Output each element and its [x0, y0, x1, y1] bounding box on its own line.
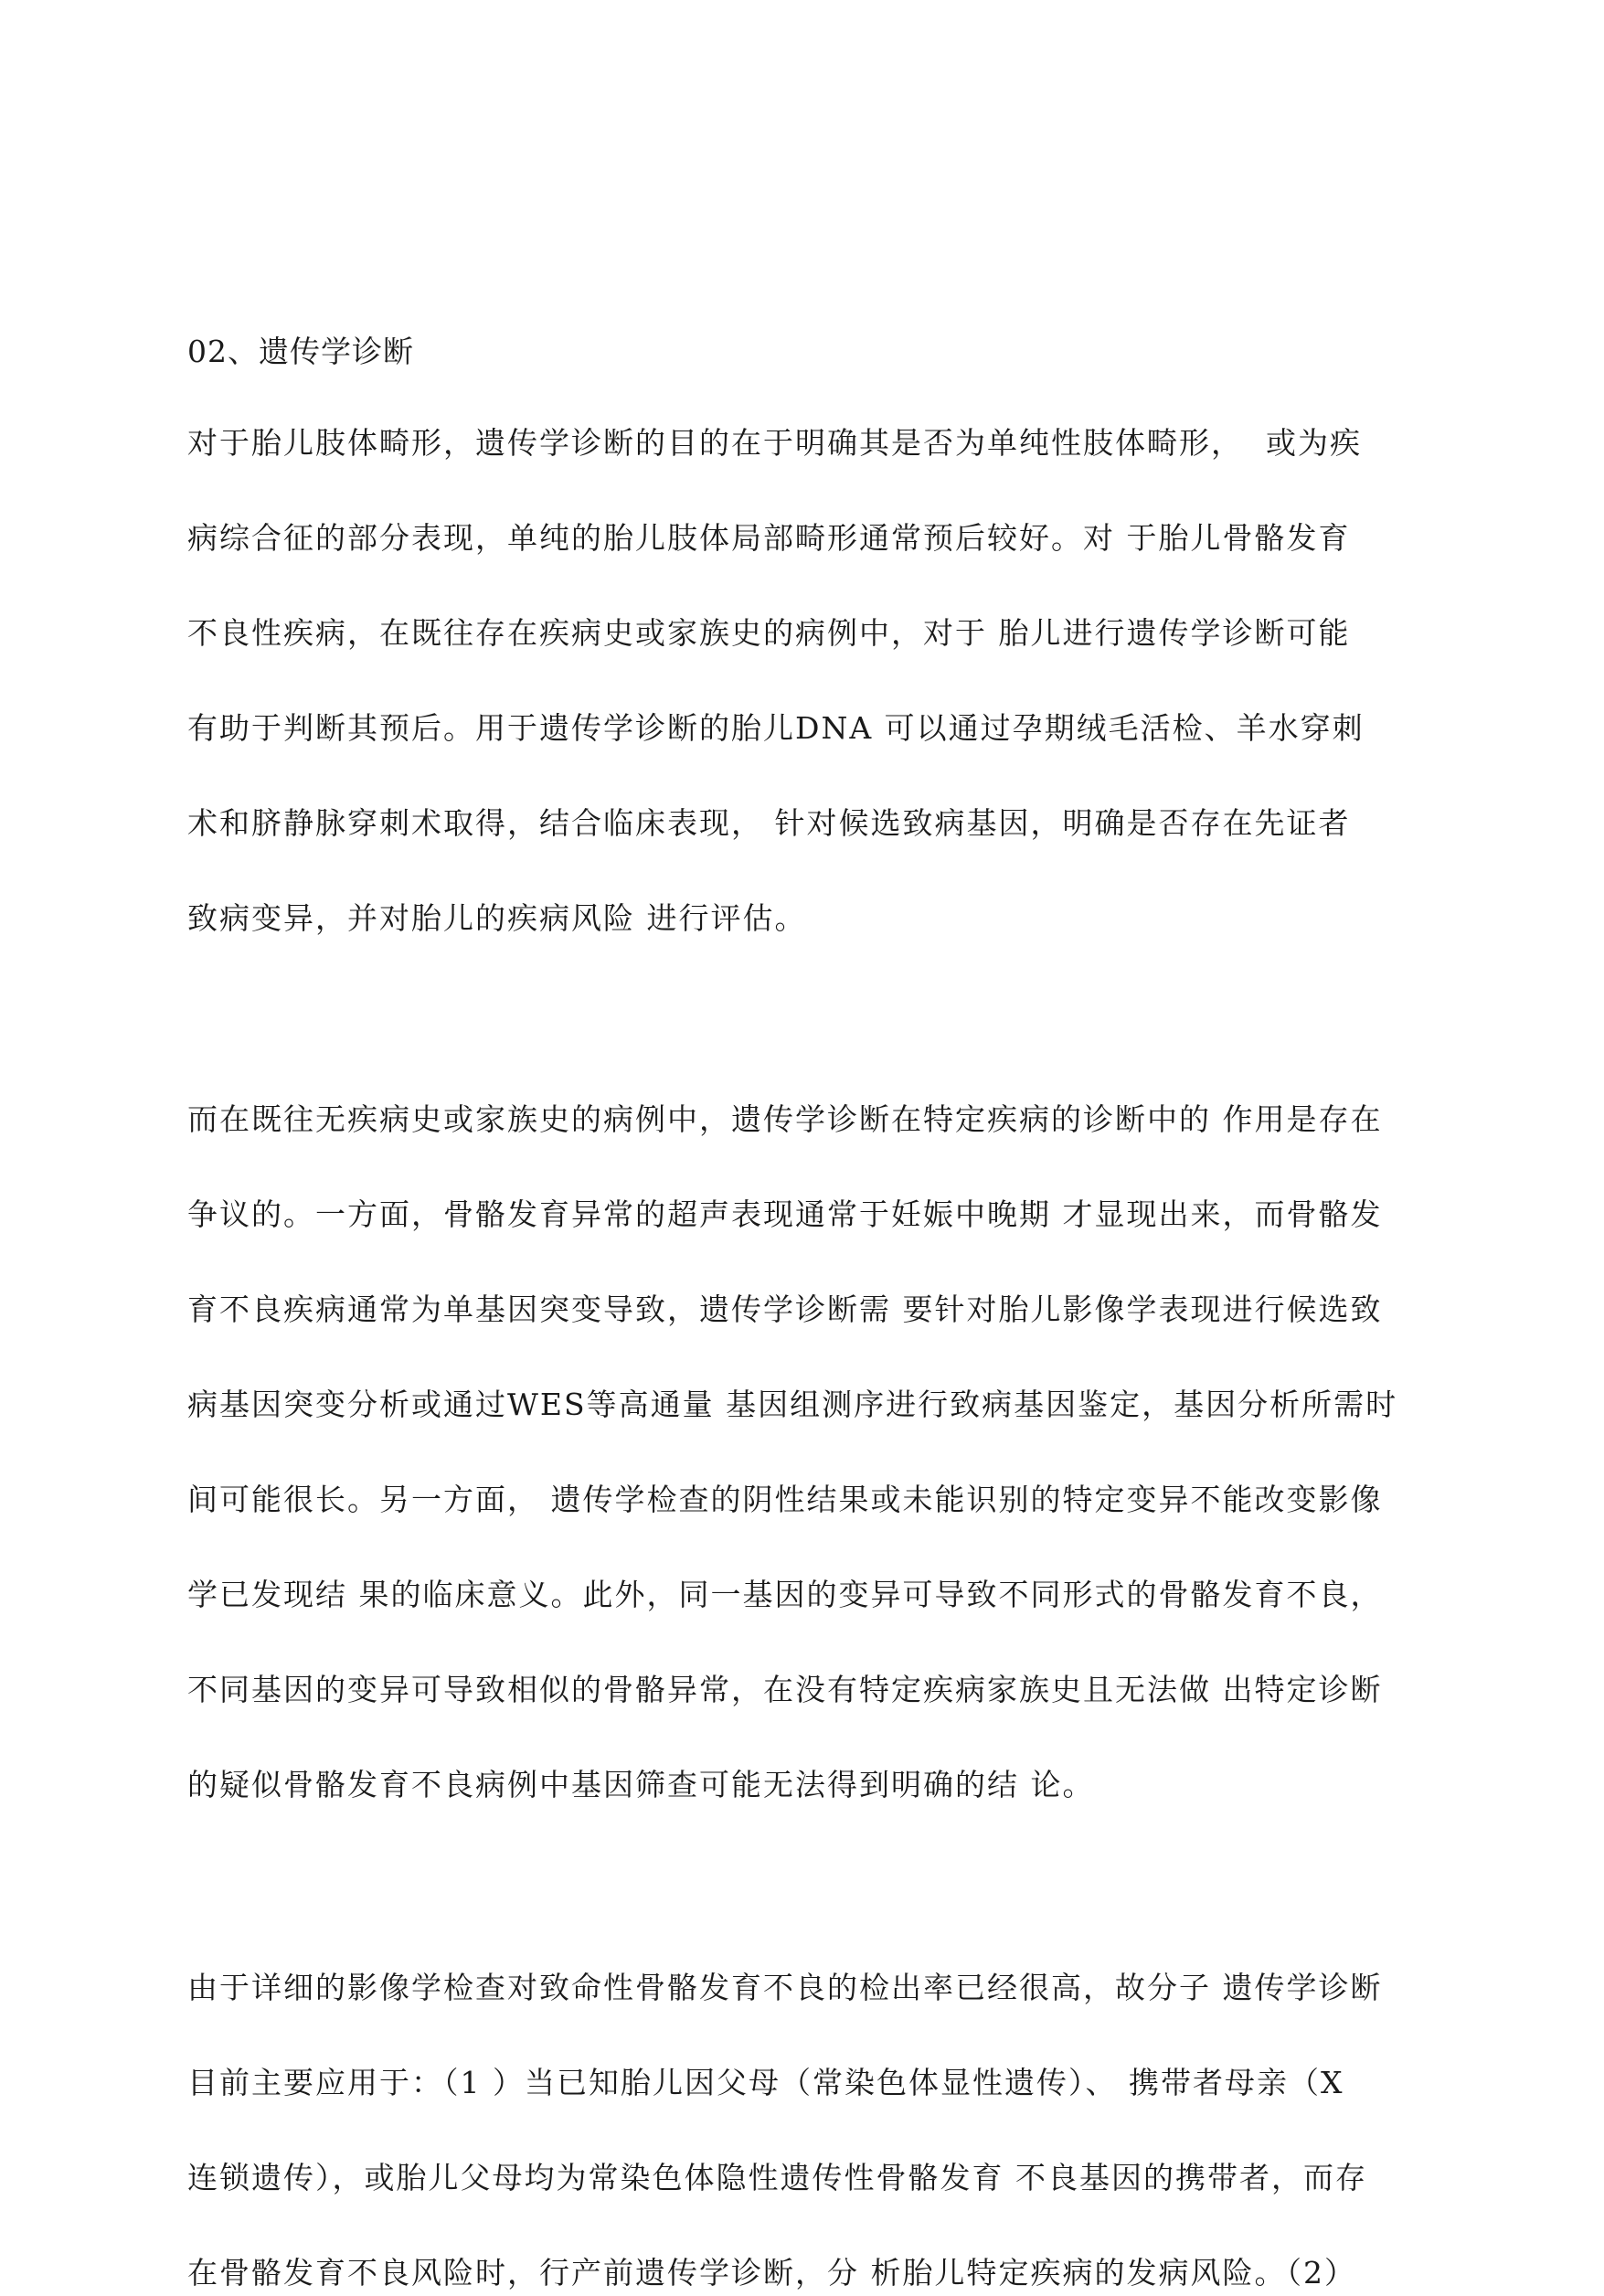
paragraph-2-line-3: 育不良疾病通常为单基因突变导致，遗传学诊断需 要针对胎儿影像学表现进行候选致 — [187, 1292, 1383, 1327]
paragraph-3-line-1: 由于详细的影像学检查对致命性骨骼发育不良的检出率已经很高，故分子 遗传学诊断 — [187, 1970, 1383, 2005]
paragraph-2-line-2: 争议的。一方面，骨骼发育异常的超声表现通常于妊娠中晚期 才显现出来，而骨骼发 — [187, 1196, 1383, 1232]
paragraph-3-line-4: 在骨骼发育不良风险时，行产前遗传学诊断，分 析胎儿特定疾病的发病风险。（2） — [187, 2255, 1356, 2291]
paragraph-1-line-3: 不良性疾病，在既往存在疾病史或家族史的病例中，对于 胎儿进行遗传学诊断可能 — [187, 615, 1351, 651]
paragraph-2-line-4: 病基因突变分析或通过WES等高通量 基因组测序进行致病基因鉴定，基因分析所需时 — [187, 1387, 1398, 1422]
section-heading: 02、遗传学诊断 — [187, 334, 414, 369]
paragraph-3-line-3: 连锁遗传），或胎儿父母均为常染色体隐性遗传性骨骼发育 不良基因的携带者，而存 — [187, 2160, 1367, 2195]
paragraph-1-line-5: 术和脐静脉穿刺术取得，结合临床表现， 针对候选致病基因，明确是否存在先证者 — [187, 805, 1351, 841]
paragraph-1-line-1: 对于胎儿肢体畸形，遗传学诊断的目的在于明确其是否为单纯性肢体畸形， 或为疾 — [187, 425, 1362, 461]
paragraph-2-line-5: 间可能很长。另一方面， 遗传学检查的阴性结果或未能识别的特定变异不能改变影像 — [187, 1482, 1383, 1517]
paragraph-3-line-2: 目前主要应用于：（1 ）当已知胎儿因父母（常染色体显性遗传）、 携带者母亲（X — [187, 2065, 1344, 2100]
paragraph-1-line-2: 病综合征的部分表现，单纯的胎儿肢体局部畸形通常预后较好。对 于胎儿骨骼发育 — [187, 520, 1351, 556]
paragraph-2-line-1: 而在既往无疾病史或家族史的病例中，遗传学诊断在特定疾病的诊断中的 作用是存在 — [187, 1101, 1383, 1137]
paragraph-1-line-4: 有助于判断其预后。用于遗传学诊断的胎儿DNA 可以通过孕期绒毛活检、羊水穿刺 — [187, 710, 1365, 746]
paragraph-2-line-7: 不同基因的变异可导致相似的骨骼异常，在没有特定疾病家族史且无法做 出特定诊断 — [187, 1672, 1383, 1707]
paragraph-1-line-6: 致病变异，并对胎儿的疾病风险 进行评估。 — [187, 900, 807, 936]
paragraph-2-line-6: 学已发现结 果的临床意义。此外，同一基因的变异可导致不同形式的骨骼发育不良， — [187, 1577, 1383, 1612]
paragraph-2-line-8: 的疑似骨骼发育不良病例中基因筛查可能无法得到明确的结 论。 — [187, 1767, 1095, 1802]
